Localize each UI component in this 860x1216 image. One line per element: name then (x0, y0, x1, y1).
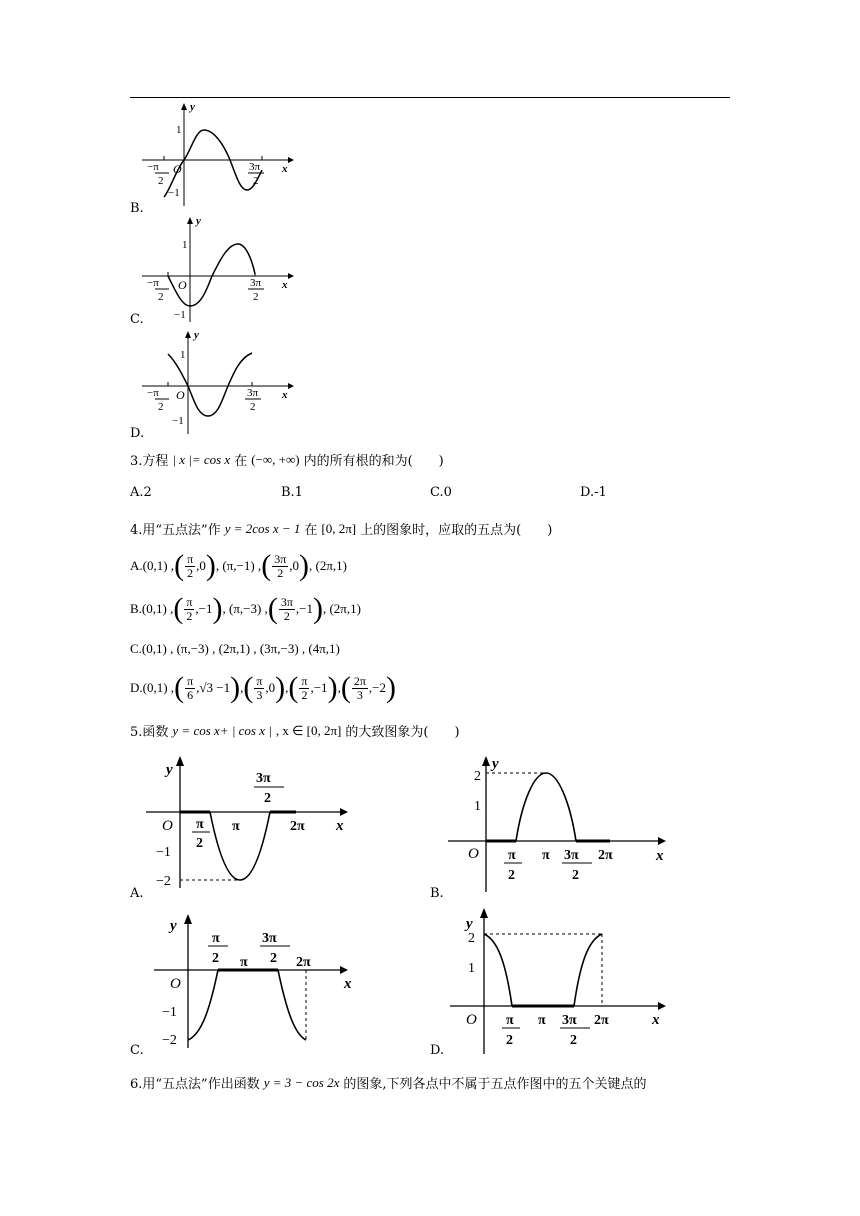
question-6 (130, 1073, 647, 1092)
q5-function: y = cos x+ | cos x | (172, 722, 272, 738)
svg-text:y: y (166, 762, 173, 778)
q5-option-b-label: B. (430, 886, 444, 901)
q5-option-c-label: C. (130, 1043, 144, 1058)
tick-label-neg-1: −1 (168, 187, 180, 199)
option-d-label: D. (130, 426, 145, 441)
svg-text:2: 2 (250, 401, 256, 413)
svg-text:2: 2 (468, 931, 475, 946)
tick-neg-pi-den: 2 (158, 175, 164, 187)
svg-text:1: 1 (474, 799, 481, 814)
svg-text:O: O (466, 1012, 477, 1028)
svg-text:π: π (542, 848, 550, 863)
svg-text:y: y (170, 918, 177, 934)
svg-text:1: 1 (468, 961, 475, 976)
svg-text:−1: −1 (174, 309, 186, 321)
q4-a-label: A. (130, 558, 143, 573)
svg-text:x: x (652, 1012, 660, 1028)
axis-label-x: x (282, 163, 288, 175)
svg-text:3π: 3π (256, 771, 271, 786)
graph-option-d (140, 328, 300, 440)
question-3 (130, 450, 444, 469)
svg-text:−π: −π (147, 387, 159, 399)
question-5 (130, 721, 460, 740)
q5-graph-d (440, 904, 680, 1054)
svg-text:π: π (196, 817, 204, 832)
tick-neg-pi-num: −π (147, 161, 159, 173)
svg-text:π: π (508, 848, 516, 863)
svg-text:3π: 3π (562, 1013, 577, 1028)
svg-text:O: O (468, 846, 479, 862)
svg-text:3π: 3π (247, 387, 259, 399)
svg-text:x: x (344, 976, 352, 992)
q4-mid: 在 (304, 523, 318, 538)
option-b-label: B. (130, 201, 144, 216)
q6-prefix: 6.用“五点法”作出函数 (130, 1077, 260, 1092)
q6-function: y = 3 − cos 2x (263, 1074, 340, 1090)
tick-3pi-num: 3π (249, 161, 261, 173)
svg-text:2: 2 (570, 1033, 577, 1048)
svg-text:2: 2 (506, 1033, 513, 1048)
origin-label: O (173, 162, 182, 176)
svg-text:π: π (506, 1013, 514, 1028)
svg-text:O: O (176, 388, 185, 402)
svg-text:2: 2 (270, 951, 277, 966)
svg-text:x: x (336, 818, 344, 834)
svg-text:y: y (196, 215, 201, 227)
svg-text:3π: 3π (250, 277, 262, 289)
q5-option-d-label: D. (430, 1043, 445, 1058)
q3-option-b: B.1 (281, 485, 303, 500)
q4-function: y = 2cos x − 1 (224, 520, 301, 536)
graph-option-b (140, 100, 300, 212)
q4-c-text: (0,1) , (π,−3) , (2π,1) , (3π,−3) , (4π,1) (141, 641, 340, 656)
svg-text:−π: −π (147, 277, 159, 289)
q3-option-c: C.0 (430, 485, 452, 500)
svg-text:y: y (466, 916, 473, 932)
svg-text:−2: −2 (156, 874, 171, 889)
axis-label-y: y (190, 101, 195, 113)
question-4 (130, 519, 552, 538)
svg-text:−2: −2 (162, 1033, 177, 1048)
q5-graph-b (440, 752, 680, 892)
svg-text:y: y (492, 756, 499, 772)
svg-text:2: 2 (196, 836, 203, 851)
svg-text:2: 2 (158, 401, 164, 413)
q5-option-a-label: A. (130, 886, 144, 901)
top-rule (130, 97, 730, 98)
svg-text:2: 2 (474, 769, 481, 784)
svg-text:O: O (178, 278, 187, 292)
q3-suffix: 内的所有根的和为( ) (303, 454, 444, 469)
svg-text:1: 1 (180, 349, 186, 361)
q4-d-label: D. (130, 680, 143, 695)
q4-b-label: B. (130, 601, 142, 616)
q4-c-label: C. (130, 641, 142, 656)
q6-suffix: 的图象,下列各点中不属于五点作图中的五个关键点的 (343, 1077, 647, 1092)
svg-text:π: π (232, 819, 240, 834)
svg-text:2: 2 (508, 868, 515, 883)
q5-domain: , x ∈ [0, 2π] (275, 722, 342, 738)
tick-label-1: 1 (176, 124, 182, 136)
q5-graph-c (140, 908, 370, 1048)
q4-suffix: 上的图象时，应取的五点为( ) (360, 523, 553, 538)
q3-mid: 在 (234, 454, 248, 469)
q4-option-d: D. (0,1) , ( $\frac{\pi}{6}$ ,√3 −1 ) , ( $\frac{\pi}{3}$ ,0 ) , ( $\frac{\pi}{2}$ ,−1 ) , ( $\frac{2\pi}{3}$ ,−2 ) (130, 671, 396, 704)
svg-text:2π: 2π (594, 1013, 609, 1028)
q5-graph-a (140, 752, 370, 890)
svg-text:x: x (282, 279, 288, 291)
svg-text:x: x (656, 848, 664, 864)
svg-text:2: 2 (212, 951, 219, 966)
svg-text:O: O (162, 818, 173, 834)
q5-suffix: 的大致图象为( ) (345, 725, 460, 740)
svg-text:2π: 2π (290, 819, 305, 834)
svg-text:2: 2 (158, 291, 164, 303)
svg-text:π: π (240, 955, 248, 970)
svg-text:3π: 3π (262, 931, 277, 946)
svg-text:−1: −1 (172, 415, 184, 427)
graph-option-c (140, 214, 300, 326)
tick-3pi-den: 2 (253, 175, 259, 187)
svg-text:y: y (194, 329, 199, 341)
svg-text:3π: 3π (564, 848, 579, 863)
q3-option-a: A.2 (130, 485, 152, 500)
q3-prefix: 3.方程 (130, 454, 169, 469)
svg-text:2: 2 (264, 791, 271, 806)
q4-option-a: A. (0,1) , ( $\frac{\pi}{2}$ ,0 ) , (π,−1) , ( $\frac{3\pi}{2}$ ,0 ) , (2π,1) (130, 549, 347, 582)
svg-text:2π: 2π (296, 955, 311, 970)
svg-text:π: π (212, 931, 220, 946)
svg-text:O: O (170, 976, 181, 992)
svg-text:−1: −1 (162, 1005, 177, 1020)
svg-text:2: 2 (572, 868, 579, 883)
svg-text:1: 1 (182, 239, 188, 251)
option-c-label: C. (130, 312, 144, 327)
q4-option-c (130, 641, 340, 657)
svg-text:2π: 2π (598, 848, 613, 863)
svg-text:−1: −1 (156, 845, 171, 860)
svg-text:π: π (538, 1013, 546, 1028)
q4-interval: [0, 2π] (321, 520, 357, 536)
q5-prefix: 5.函数 (130, 725, 169, 740)
q3-equation: | x |= cos x (172, 451, 231, 467)
svg-text:x: x (282, 389, 288, 401)
q3-option-d: D.-1 (580, 485, 607, 500)
svg-text:2: 2 (253, 291, 259, 303)
q4-prefix: 4.用“五点法”作 (130, 523, 221, 538)
q4-option-b: B. (0,1) , ( $\frac{\pi}{2}$ ,−1 ) , (π,−3) , ( $\frac{3\pi}{2}$ ,−1 ) , (2π,1) (130, 592, 361, 625)
q3-interval: (−∞, +∞) (251, 451, 300, 467)
